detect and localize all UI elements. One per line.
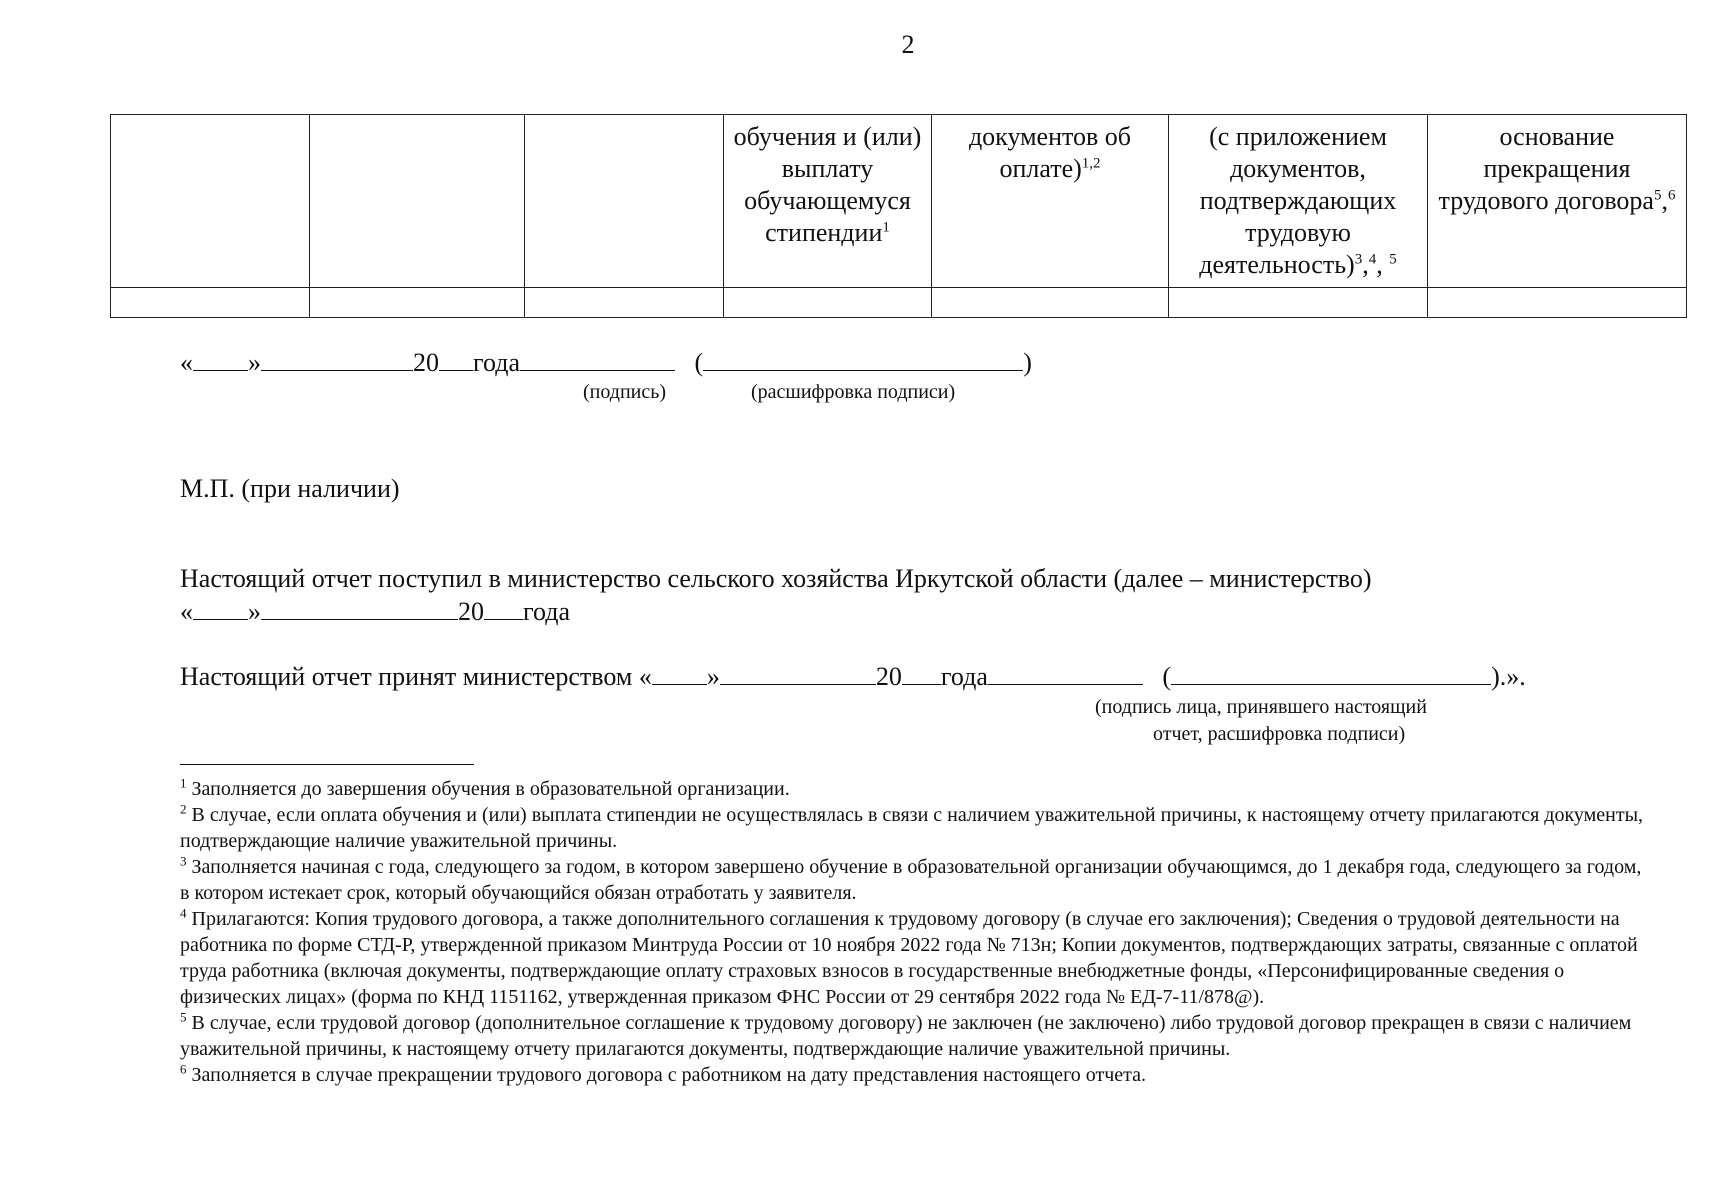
footnote-2: $^2$ В случае, если оплата обучения и (или) выплата стипендии не осуществлялась в связи с наличием уважительной причины, к настоящему отчету прилагаются документы, подтверждающие наличие уважительной причины. (180, 801, 1644, 852)
report-table (110, 114, 1687, 318)
signature-date-line: « » 20 года ( ) (180, 348, 1032, 377)
footnote-5: $^5$ В случае, если трудовой договор (дополнительное соглашение к трудовому договору) не заключен (не заключено) либо трудовой договор прекращен в связи с наличием уважительной причины, к настоящему отчету прилагаются документы, подтверждающие наличие уважительной причины. (180, 1009, 1632, 1060)
table-cell-col1 (111, 115, 310, 288)
table-cell (111, 288, 310, 318)
accepted-caption-line2: отчет, расшифровка подписи) (1153, 723, 1406, 745)
accepted-line: Настоящий отчет принят министерством « » 20 года ( ).». (180, 662, 1526, 691)
signature-decoding-caption: (расшифровка подписи) (751, 381, 956, 403)
footnotes (180, 776, 1650, 1088)
table-cell (525, 288, 724, 318)
table-cell-col7: основание прекращения трудового договора$^5$,$^6$ (1428, 115, 1687, 288)
footnote-4: $^4$ Прилагаются: Копия трудового договора, а также дополнительного соглашения к трудовому договору (в случае его заключения); Сведения о трудовой деятельности на работника по форме СТД-Р, утвержденной приказом Минтруда России от 10 ноября 2022 года № 713н; Копии документов, подтверждающих затраты, связанные с оплатой труда работника (включая документы, подтверждающие оплату страховых взносов в государственные внебюджетные фонды, «Персонифицированные сведения о физических лицах» (форма по КНД 1151162, утвержденная приказом ФНС России от 29 сентября 2022 года № ЕД-7-11/878@). (180, 905, 1638, 1008)
page-number: 2 (901, 30, 915, 59)
signature-caption: (подпись) (583, 381, 667, 403)
stamp-label: М.П. (при наличии) (180, 474, 400, 503)
table-cell (724, 288, 932, 318)
table-cell (932, 288, 1169, 318)
table-cell (1428, 288, 1687, 318)
table-cell-col4: обучения и (или) выплату обучающемуся стипендии$^1$ (724, 115, 932, 288)
accepted-caption-line1: (подпись лица, принявшего настоящий (1095, 696, 1427, 718)
table-cell (1169, 288, 1428, 318)
table-row-empty (111, 288, 1687, 318)
footnote-divider (180, 764, 474, 765)
table-cell-col5: документов об оплате)$^{1,2}$ (932, 115, 1169, 288)
footnote-3: $^3$ Заполняется начиная с года, следующего за годом, в котором завершено обучение в образовательной организации обучающимся, до 1 декабря года, следующего за годом, в котором истекает срок, который обучающийся обязан отработать у заявителя. (180, 853, 1642, 904)
received-text: Настоящий отчет поступил в министерство сельского хозяйства Иркутской области (далее – министерство) (180, 564, 1372, 593)
footnote-1: $^1$ Заполняется до завершения обучения в образовательной организации. (180, 775, 790, 800)
table-cell-col6: (с приложением документов, подтверждающих трудовую деятельность)$^3$,$^4$, $^5$ (1169, 115, 1428, 288)
received-date-line: « » 20 года (180, 597, 571, 626)
table-cell (310, 288, 525, 318)
table-cell-col3 (525, 115, 724, 288)
footnote-6: $^6$ Заполняется в случае прекращении трудового договора с работником на дату представления настоящего отчета. (180, 1061, 1147, 1086)
table-cell-col2 (310, 115, 525, 288)
table-header-row (111, 115, 1687, 288)
